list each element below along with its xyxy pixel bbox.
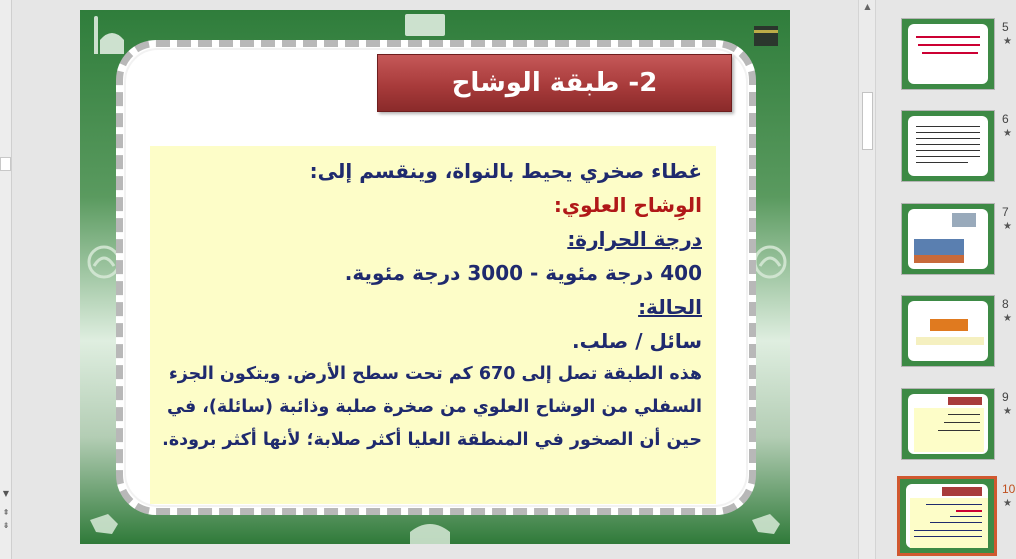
thumbnail-image — [901, 110, 995, 182]
saudi-map-icon — [86, 510, 122, 538]
star-icon: ★ — [1003, 406, 1012, 417]
thumbnail-image — [901, 388, 995, 460]
thumbnail-slide-5[interactable] — [877, 18, 1016, 104]
outline-pane-scrollbar[interactable] — [0, 0, 12, 559]
slide-number: 9 — [1002, 390, 1009, 404]
thumbnail-slide-6[interactable] — [877, 110, 1016, 196]
slide-title: 2- طبقة الوشاح — [451, 68, 658, 98]
slide-canvas[interactable] — [80, 10, 790, 544]
slide-number: 6 — [1002, 112, 1009, 126]
slide-thumbnail-panel — [877, 0, 1016, 559]
slide-number: 10 — [1002, 482, 1016, 496]
thumbnail-image — [901, 203, 995, 275]
thumbnail-slide-7[interactable] — [877, 203, 1016, 289]
star-icon: ★ — [1003, 221, 1012, 232]
scroll-up-arrow[interactable]: ▲ — [864, 2, 871, 11]
description-paragraph: هذه الطبقة تصل إلى 670 كم تحت سطح الأرض. ويتكون الجزء السفلي من الوشاح العلوي من صخرة صلبة وذائبة (سائلة)، في حين أن الصخور في المنطقة العليا أكثر صلابة؛ لأنها أكثر برودة. — [162, 364, 702, 450]
mosque-dome-icon — [400, 516, 460, 544]
thumbnail-image — [901, 295, 995, 367]
scroll-thumb[interactable] — [0, 157, 11, 171]
thumbnail-slide-9[interactable] — [877, 388, 1016, 474]
upper-mantle-heading: الوِشاح العلوي: — [553, 193, 702, 217]
kaaba-icon — [748, 20, 784, 50]
saudi-map-right-icon — [748, 510, 784, 538]
star-icon: ★ — [1003, 128, 1012, 139]
saudi-flag-icon — [405, 14, 445, 36]
temperature-value: 400 درجة مئوية - 3000 درجة مئوية. — [344, 261, 702, 285]
intro-line: غطاء صخري يحيط بالنواة، وينقسم إلى: — [309, 159, 702, 183]
slide-title-box[interactable] — [377, 54, 732, 112]
thumbnail-image — [897, 476, 997, 556]
scroll-thumb[interactable] — [862, 92, 873, 150]
state-value: سائل / صلب. — [571, 329, 702, 353]
star-icon: ★ — [1003, 498, 1012, 509]
slide-number: 8 — [1002, 297, 1009, 311]
thumbnail-slide-10[interactable] — [877, 480, 1016, 559]
slide-vertical-scrollbar[interactable] — [858, 0, 876, 559]
thumbnail-image — [901, 18, 995, 90]
content-textbox[interactable] — [150, 146, 716, 504]
star-icon: ★ — [1003, 313, 1012, 324]
scroll-down-arrow[interactable]: ▼ — [2, 489, 10, 498]
scroll-top-arrow[interactable]: ⇞ — [2, 508, 10, 517]
scroll-bottom-arrow[interactable]: ⇟ — [2, 521, 10, 530]
thumbnail-slide-8[interactable] — [877, 295, 1016, 381]
slide-number: 7 — [1002, 205, 1009, 219]
state-heading: الحالة: — [638, 295, 702, 319]
star-icon: ★ — [1003, 36, 1012, 47]
slide-number: 5 — [1002, 20, 1009, 34]
temperature-heading: درجة الحرارة: — [567, 227, 702, 251]
mosque-icon — [86, 16, 132, 58]
national-day-logo-right-icon — [750, 242, 790, 282]
